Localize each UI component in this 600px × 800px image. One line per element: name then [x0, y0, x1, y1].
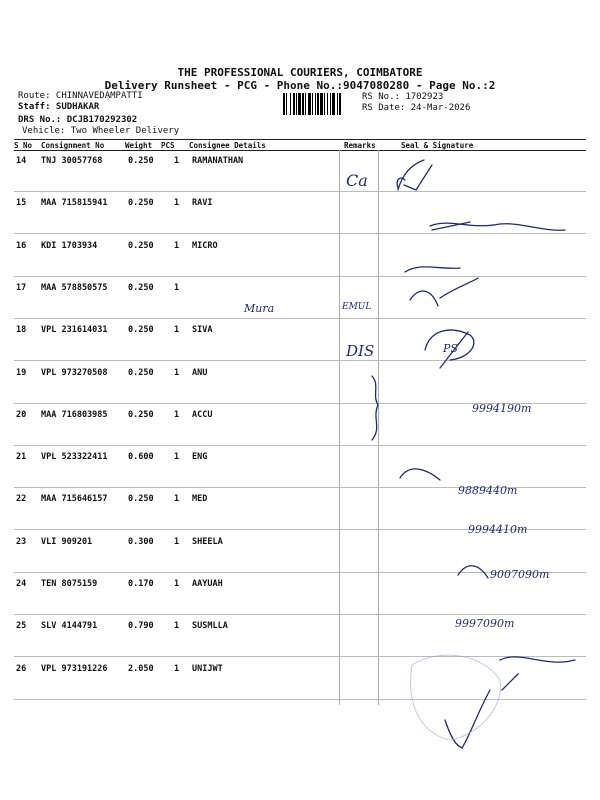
hw-row21-phone: 9889440m: [458, 484, 518, 497]
route-label: Route: CHINNAVEDAMPATTI: [18, 91, 143, 101]
drs-number: DRS No.: DCJB170292302: [18, 115, 138, 125]
cell-sno: 21: [16, 452, 27, 463]
cell-consignment: TNJ 30057768: [41, 156, 103, 166]
cell-consignment: VLI 909201: [41, 536, 93, 547]
col-header-remarks: Remarks: [344, 141, 376, 150]
cell-sno: 22: [16, 494, 27, 505]
barcode: [283, 93, 359, 115]
cell-consignment: VPL 523322411: [41, 452, 108, 463]
table-row: [0, 446, 600, 488]
cell-weight: 0.170: [128, 579, 154, 589]
cell-pcs: 1: [174, 663, 180, 674]
table-row: [0, 658, 600, 700]
cell-sno: 14: [16, 156, 27, 166]
hw-row24-phone: 9007090m: [490, 568, 550, 581]
cell-consignment: TEN 8075159: [41, 579, 98, 589]
table-row: [0, 319, 600, 361]
cell-weight: 2.050: [128, 663, 154, 674]
rs-date: RS Date: 24-Mar-2026: [362, 103, 471, 113]
cell-weight: 0.250: [128, 240, 154, 251]
cell-consignment: MAA 715815941: [41, 198, 108, 209]
header-top-rule: [14, 139, 586, 140]
col-header-pcs: PCS: [161, 141, 175, 150]
barcode-bar: [341, 93, 342, 115]
cell-weight: 0.300: [128, 536, 154, 547]
table-row: [0, 573, 600, 615]
cell-sno: 20: [16, 409, 27, 420]
row-divider: [14, 699, 586, 700]
cell-weight: 0.250: [128, 282, 154, 293]
cell-pcs: 1: [174, 325, 180, 336]
table-row: [0, 150, 600, 192]
runsheet-subtitle: Delivery Runsheet - PCG - Phone No.:9047080280 - Page No.:2: [104, 79, 496, 92]
cell-sno: 23: [16, 536, 27, 547]
col-header-consignment: Consignment No: [41, 141, 105, 150]
cell-consignee: RAMANATHAN: [192, 156, 244, 166]
cell-consignment: VPL 973270508: [41, 367, 108, 378]
cell-weight: 0.790: [128, 621, 154, 632]
hw-row22-phone: 9994410m: [468, 523, 528, 536]
cell-consignee: ACCU: [192, 409, 213, 420]
cell-weight: 0.600: [128, 452, 154, 463]
cell-pcs: 1: [174, 240, 180, 251]
cell-consignment: KDI 1703934: [41, 240, 98, 251]
cell-pcs: 1: [174, 452, 180, 463]
cell-pcs: 1: [174, 282, 180, 293]
cell-pcs: 1: [174, 156, 180, 166]
cell-consignee: ANU: [192, 367, 208, 378]
cell-consignment: MAA 578850575: [41, 282, 108, 293]
cell-consignee: MICRO: [192, 240, 218, 251]
cell-sno: 24: [16, 579, 27, 589]
col-header-seal: Seal & Signature: [401, 141, 474, 150]
cell-sno: 16: [16, 240, 27, 251]
cell-consignment: MAA 715646157: [41, 494, 108, 505]
cell-consignee: ENG: [192, 452, 208, 463]
cell-consignee: AAYUAH: [192, 579, 223, 589]
cell-pcs: 1: [174, 198, 180, 209]
vehicle-label: Vehicle: Two Wheeler Delivery: [22, 126, 180, 136]
cell-consignee: UNIJWT: [192, 663, 223, 674]
cell-pcs: 1: [174, 579, 180, 589]
cell-consignment: VPL 231614031: [41, 325, 108, 336]
col-header-sno: S No: [14, 141, 33, 150]
col-header-consignee: Consignee Details: [189, 141, 266, 150]
cell-weight: 0.250: [128, 156, 154, 166]
table-row: [0, 192, 600, 234]
cell-pcs: 1: [174, 409, 180, 420]
col-header-weight: Weight: [125, 141, 153, 150]
cell-weight: 0.250: [128, 494, 154, 505]
cell-consignment: MAA 716803985: [41, 409, 108, 420]
hw-row17-remarks: EMUL: [342, 302, 372, 312]
company-name: THE PROFESSIONAL COURIERS, COIMBATORE: [177, 66, 423, 79]
hw-row25-phone: 9997090m: [455, 617, 515, 630]
table-row: [0, 531, 600, 573]
table-row: [0, 615, 600, 657]
cell-sno: 19: [16, 367, 27, 378]
cell-consignment: SLV 4144791: [41, 621, 98, 632]
cell-consignee: SIVA: [192, 325, 213, 336]
cell-pcs: 1: [174, 494, 180, 505]
cell-consignee: SHEELA: [192, 536, 223, 547]
table-row: [0, 235, 600, 277]
hw-row18-sig: PS: [443, 342, 458, 355]
cell-sno: 26: [16, 663, 27, 674]
table-row: [0, 362, 600, 404]
cell-consignee: RAVI: [192, 198, 213, 209]
staff-label: Staff: SUDHAKAR: [18, 102, 100, 112]
cell-pcs: 1: [174, 536, 180, 547]
hw-row18-remarks: DIS: [346, 342, 375, 360]
cell-pcs: 1: [174, 621, 180, 632]
cell-consignment: VPL 973191226: [41, 663, 108, 674]
hw-row14-sig: Ca: [346, 171, 368, 190]
rs-number: RS No.: 1702923: [362, 92, 444, 102]
table-row: [0, 488, 600, 530]
cell-weight: 0.250: [128, 198, 154, 209]
cell-weight: 0.250: [128, 367, 154, 378]
hw-row17-consignee: Mura: [244, 302, 275, 315]
cell-sno: 18: [16, 325, 27, 336]
cell-sno: 25: [16, 621, 27, 632]
table-row: [0, 404, 600, 446]
cell-weight: 0.250: [128, 325, 154, 336]
cell-sno: 15: [16, 198, 27, 209]
hw-row19-phone: 9994190m: [472, 402, 532, 415]
cell-sno: 17: [16, 282, 27, 293]
cell-consignee: SUSMLLA: [192, 621, 228, 632]
table-row: [0, 277, 600, 319]
cell-weight: 0.250: [128, 409, 154, 420]
cell-consignee: MED: [192, 494, 208, 505]
cell-pcs: 1: [174, 367, 180, 378]
